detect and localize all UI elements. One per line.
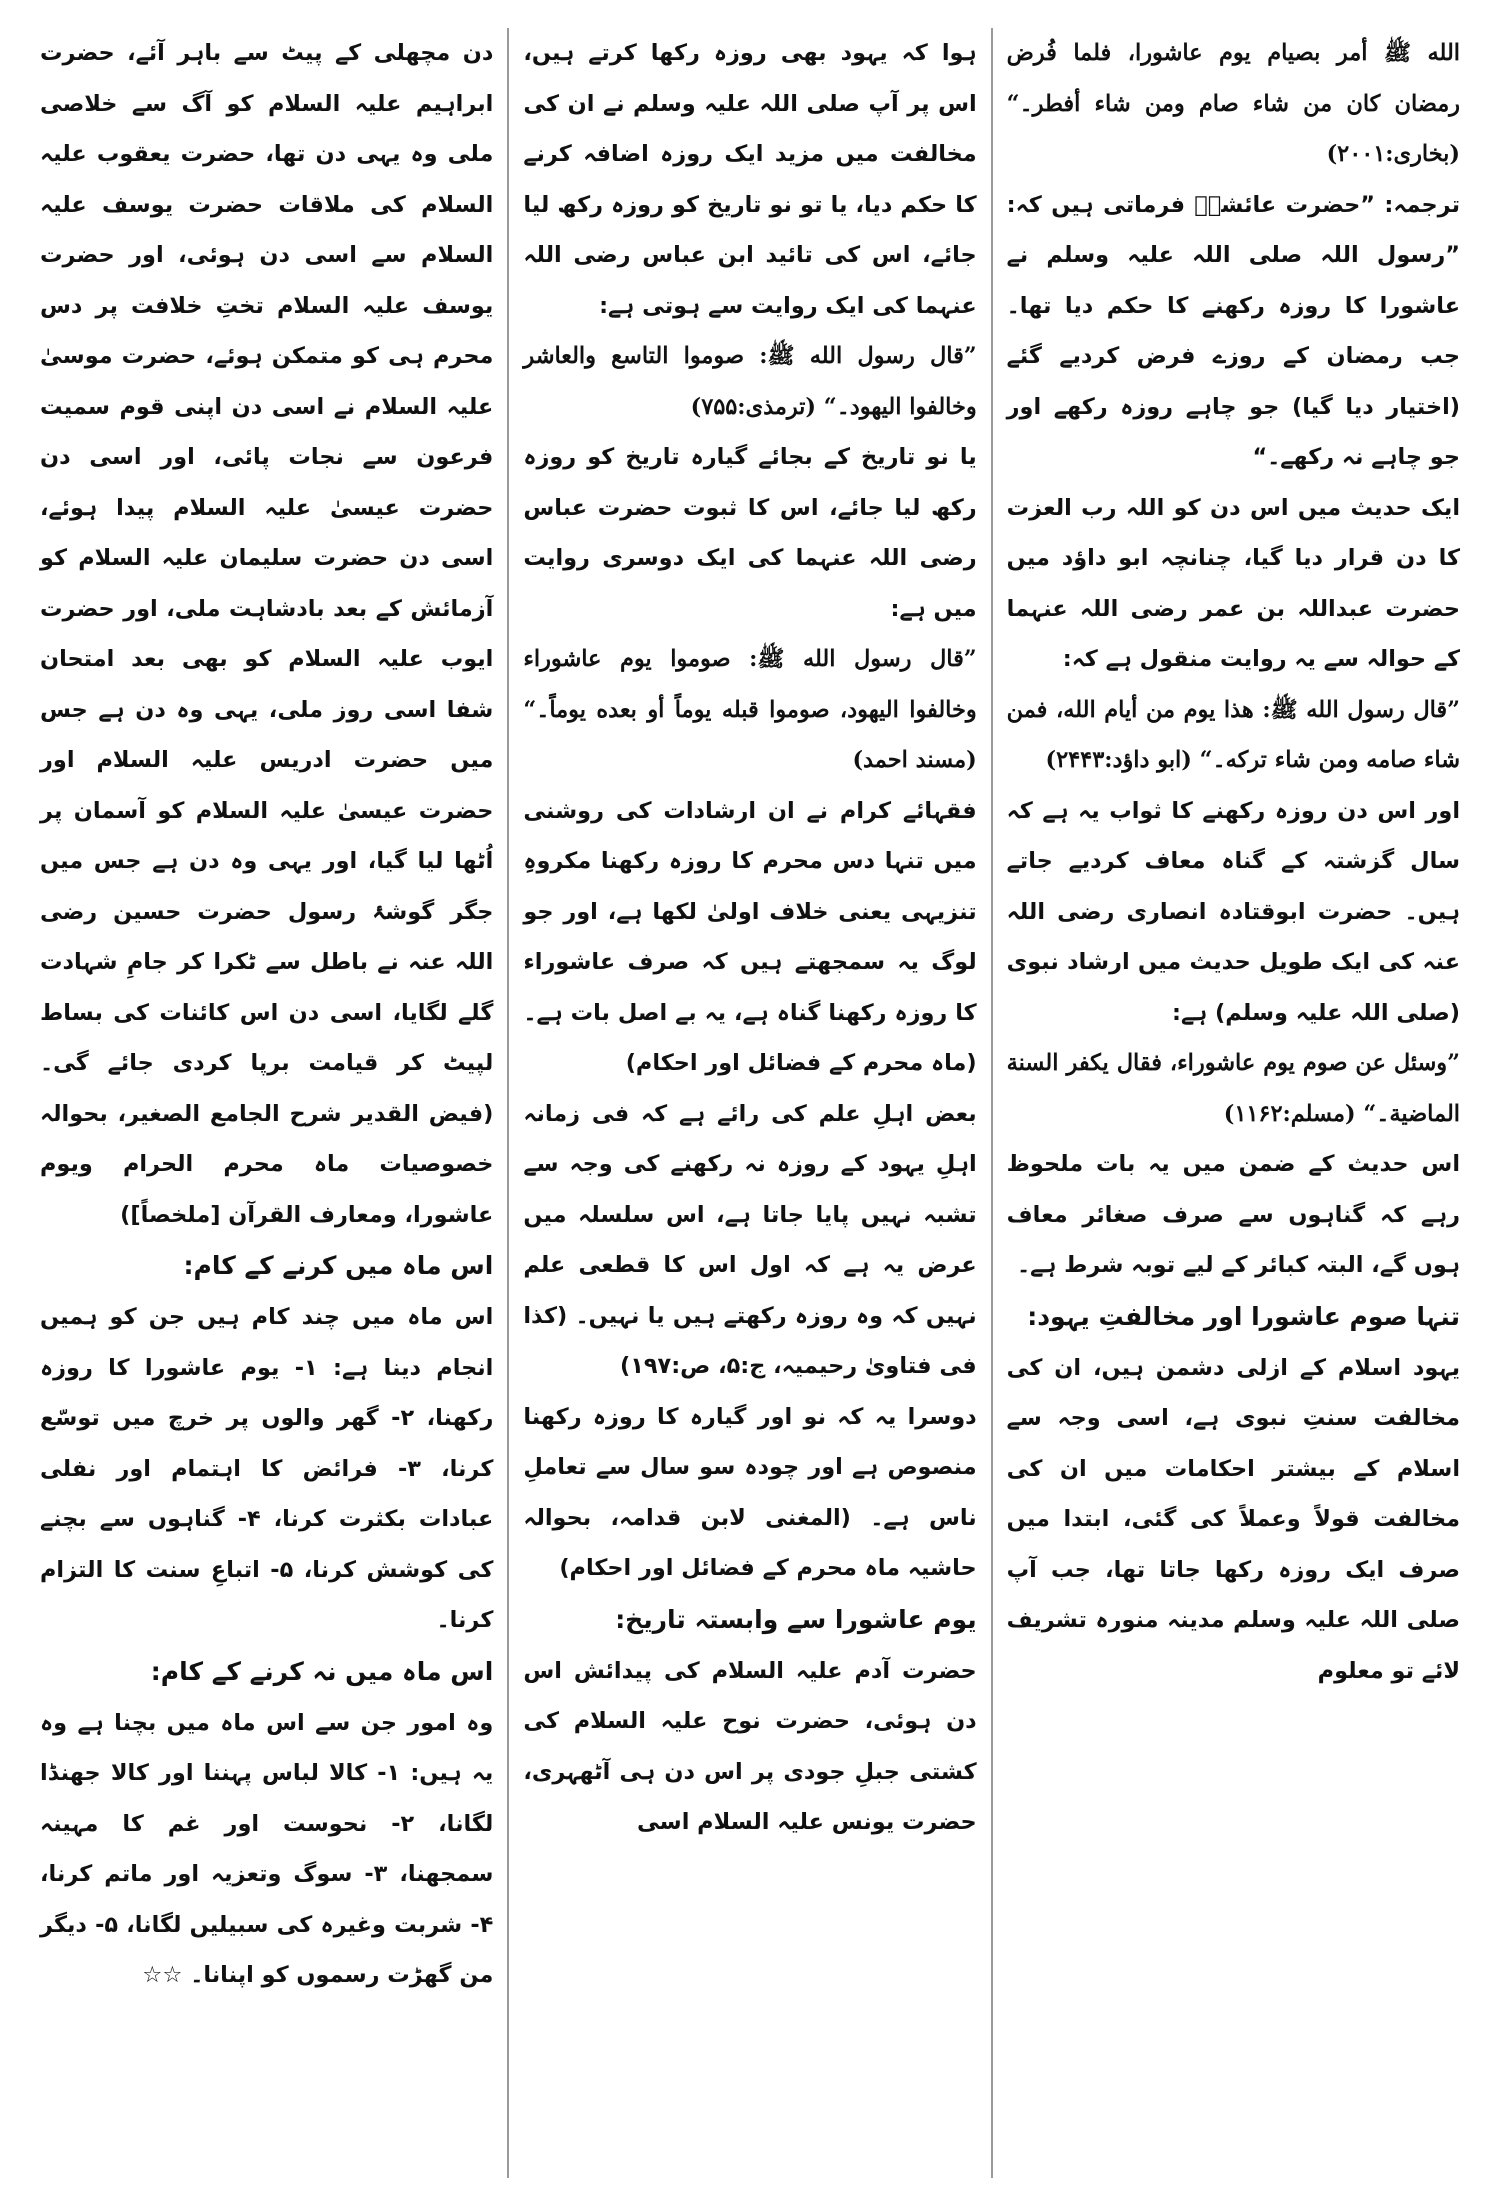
paragraph: دن مچھلی کے پیٹ سے باہر آئے، حضرت ابراہیم علیہ السلام کو آگ سے خلاصی ملی وہ یہی دن تھا، حضرت یعقوب علیہ السلام کی ملاقات حضرت یوسف علیہ السلام سے اسی دن ہوئی، اور حضرت یوسف علیہ السلام تختِ خلافت پر دس محرم ہی کو متمکن ہوئے، حضرت موسیٰ علیہ السلام نے اسی دن اپنی قوم سمیت فرعون سے نجات پائی، اور اسی دن حضرت عیسیٰ علیہ السلام پیدا ہوئے، اسی دن حضرت سلیمان علیہ السلام کو آزمائش کے بعد بادشاہت ملی، اور حضرت ایوب علیہ السلام کو بھی بعد امتحان شفا اسی روز ملی، یہی وہ دن ہے جس میں حضرت ادریس علیہ السلام اور حضرت عیسیٰ علیہ السلام کو آسمان پر اُٹھا لیا گیا، اور یہی وہ دن ہے جس میں جگر گوشۂ رسول حضرت حسین رضی اللہ عنہ نے باطل سے ٹکرا کر جامِ شہادت گلے لگایا، اسی دن اس کائنات کی بساط لپیٹ کر قیامت برپا کردی جائے گی۔ (فیض القدیر شرح الجامع الصغیر، بحوالہ خصوصیات ماہ محرم الحرام ویوم عاشورا، ومعارف القرآن [ملخصاً])	[40, 40, 494, 1228]
paragraph: بعض اہلِ علم کی رائے ہے کہ فی زمانہ اہلِ یہود کے روزہ نہ رکھنے کی وجہ سے تشبہ نہیں پایا جاتا ہے، اس سلسلہ میں عرض یہ ہے کہ اول اس کا قطعی علم نہیں کہ وہ روزہ رکھتے ہیں یا نہیں۔ (کذا فی فتاویٰ رحیمیہ، ج:۵، ص:۱۹۷)	[523, 1100, 977, 1379]
paragraph: اور اس دن روزہ رکھنے کا ثواب یہ ہے کہ سال گزشتہ کے گناہ معاف کردیے جاتے ہیں۔ حضرت ابوقتادہ انصاری رضی اللہ عنہ کی ایک طویل حدیث میں ارشاد نبوی (صلی اللہ علیہ وسلم) ہے:	[1006, 797, 1460, 1026]
arabic-hadith-text: الله ﷺ أمر بصيام يوم عاشورا، فلما فُرض رمضان كان من شاء صام ومن شاء أفطر۔“ (بخاری:۲۰۰۱)	[1006, 40, 1460, 167]
column-middle	[509, 28, 990, 2178]
arabic-hadith-text: ”وسئل عن صوم يوم عاشوراء، فقال يكفر السنة الماضية۔“ (مسلم:۱۱۶۲)	[1006, 1050, 1460, 1127]
section-heading: اس ماہ میں نہ کرنے کے کام:	[150, 1656, 494, 1686]
paragraph: اس حدیث کے ضمن میں یہ بات ملحوظ رہے کہ گناہوں سے صرف صغائر معاف ہوں گے، البتہ کبائر کے لیے توبہ شرط ہے۔	[1006, 1151, 1460, 1278]
paragraph: یہود اسلام کے ازلی دشمن ہیں، ان کی مخالفت سنتِ نبوی ہے، اسی وجہ سے اسلام کے بیشتر احکامات میں ان کی مخالفت قولاً وعملاً کی گئی، ابتدا میں صرف ایک روزہ رکھا جاتا تھا، جب آپ صلی اللہ علیہ وسلم مدینہ منورہ تشریف لائے تو معلوم	[1006, 1354, 1460, 1684]
section-heading: اس ماہ میں کرنے کے کام:	[183, 1251, 494, 1280]
section-heading: تنہا صوم عاشورا اور مخالفتِ یہود:	[1027, 1301, 1460, 1331]
column-divider	[991, 28, 993, 2178]
column-left	[26, 28, 507, 2178]
paragraph: حضرت آدم علیہ السلام کی پیدائش اس دن ہوئی، حضرت نوح علیہ السلام کی کشتی جبلِ جودی پر اس دن ہی آٹھہری، حضرت یونس علیہ السلام اسی	[523, 1657, 977, 1835]
paragraph: دوسرا یہ کہ نو اور گیارہ کا روزہ رکھنا منصوص ہے اور چودہ سو سال سے تعاملِ ناس ہے۔ (المغنی لابن قدامہ، بحوالہ حاشیہ ماہ محرم کے فضائل اور احکام)	[523, 1403, 977, 1581]
paragraph: ہوا کہ یہود بھی روزہ رکھا کرتے ہیں، اس پر آپ صلی اللہ علیہ وسلم نے ان کی مخالفت میں مزید ایک روزہ اضافہ کرنے کا حکم دیا، یا تو نو تاریخ کو روزہ رکھ لیا جائے، اس کی تائید ابن عباس رضی اللہ عنہما کی ایک روایت سے ہوتی ہے:	[523, 40, 977, 319]
paragraph: ایک حدیث میں اس دن کو اللہ رب العزت کا دن قرار دیا گیا، چنانچہ ابو داؤد میں حضرت عبداللہ بن عمر رضی اللہ عنہما کے حوالہ سے یہ روایت منقول ہے کہ:	[1006, 494, 1460, 672]
arabic-hadith-text: ”قال رسول الله ﷺ: صوموا التاسع والعاشر وخالفوا اليهود۔“ (ترمذی:۷۵۵)	[523, 343, 977, 420]
column-right	[993, 28, 1474, 2178]
column-divider	[507, 28, 509, 2178]
paragraph: اس ماہ میں چند کام ہیں جن کو ہمیں انجام دینا ہے: ۱- یوم عاشورا کا روزہ رکھنا، ۲- گھر والوں پر خرچ میں توسّع کرنا، ۳- فرائض کا اہتمام اور نفلی عبادات بکثرت کرنا، ۴- گناہوں سے بچنے کی کوشش کرنا، ۵- اتباعِ سنت کا التزام کرنا۔	[40, 1304, 494, 1633]
paragraph: وہ امور جن سے اس ماہ میں بچنا ہے وہ یہ ہیں: ۱- کالا لباس پہننا اور کالا جھنڈا لگانا، ۲- نحوست اور غم کا مہینہ سمجھنا، ۳- سوگ وتعزیہ اور ماتم کرنا، ۴- شربت وغیرہ کی سبیلیں لگانا، ۵- دیگر من گھڑت رسموں کو اپنانا۔ ☆☆	[40, 1709, 494, 1988]
paragraph: فقہائے کرام نے ان ارشادات کی روشنی میں تنہا دس محرم کا روزہ رکھنا مکروہِ تنزیہی یعنی خلاف اولیٰ لکھا ہے، اور جو لوگ یہ سمجھتے ہیں کہ صرف عاشوراء کا روزہ رکھنا گناہ ہے، یہ بے اصل بات ہے۔ (ماہ محرم کے فضائل اور احکام)	[523, 797, 977, 1076]
arabic-hadith-text: ”قال رسول الله ﷺ: صوموا يوم عاشوراء وخالفوا اليهود، صوموا قبله يوماً أو بعده يوماً۔“ (مسند احمد)	[523, 646, 977, 773]
section-heading: یوم عاشورا سے وابستہ تاریخ:	[615, 1604, 977, 1634]
paragraph: یا نو تاریخ کے بجائے گیارہ تاریخ کو روزہ رکھ لیا جائے، اس کا ثبوت حضرت عباس رضی اللہ عنہما کی ایک دوسری روایت میں ہے:	[523, 444, 977, 622]
paragraph: ترجمہ: ”حضرت عائشہؓ فرماتی ہیں کہ: ”رسول اللہ صلی اللہ علیہ وسلم نے عاشورا کا روزہ رکھنے کا حکم دیا تھا۔ جب رمضان کے روزے فرض کردیے گئے (اختیار دیا گیا) جو چاہے روزہ رکھے اور جو چاہے نہ رکھے۔“	[1006, 191, 1460, 470]
arabic-hadith-text: ”قال رسول الله ﷺ: هذا يوم من أيام الله، فمن شاء صامه ومن شاء تركه۔“ (ابو داؤد:۲۴۴۳)	[1006, 696, 1460, 773]
